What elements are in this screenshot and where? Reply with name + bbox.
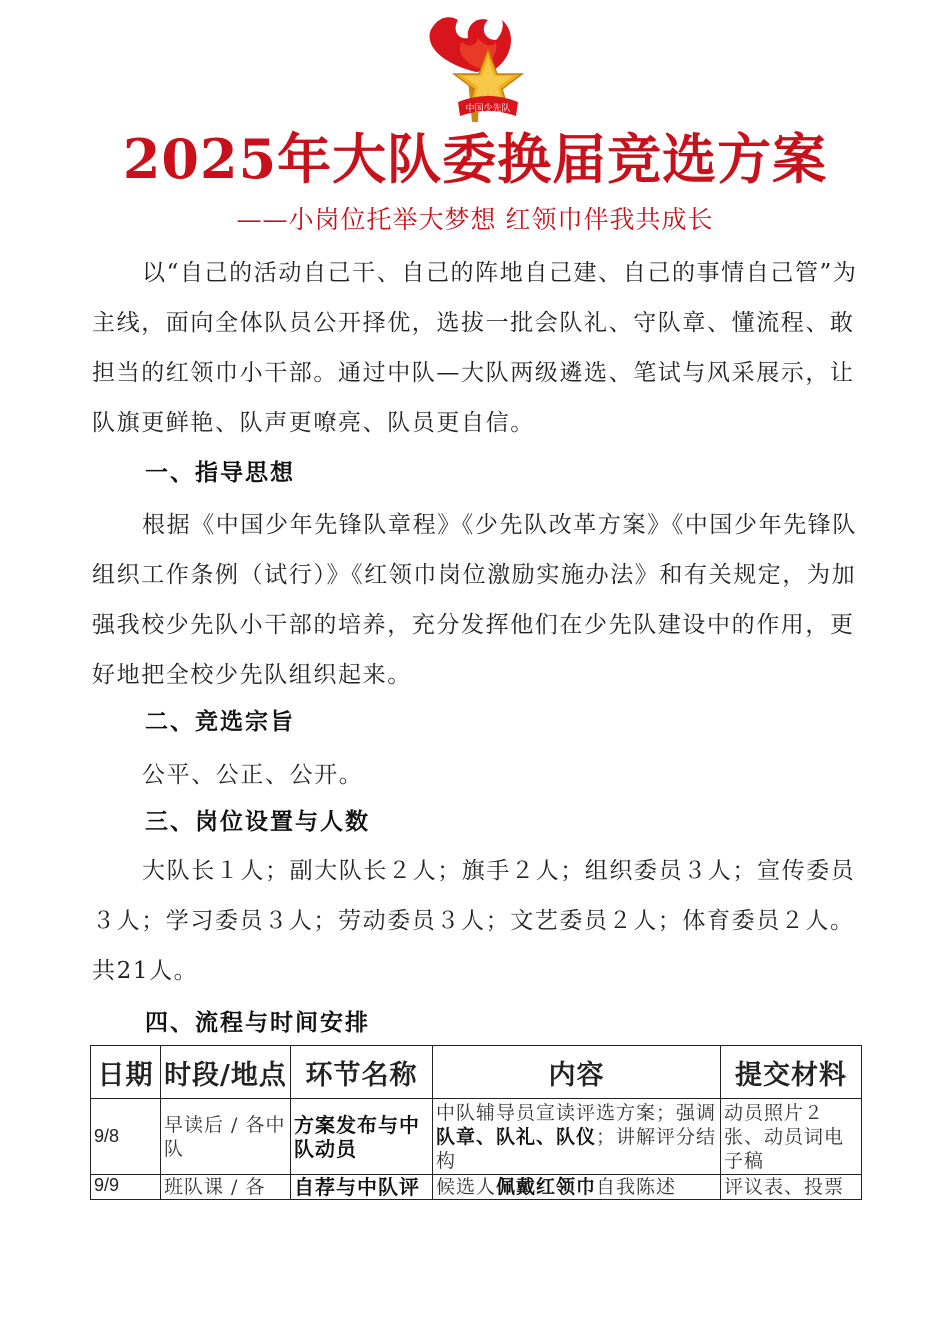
content-text: 中队辅导员宣读评选方案；强调	[436, 1101, 717, 1124]
cell-content	[433, 1099, 721, 1175]
cell-materials: 评议表、投票	[721, 1175, 862, 1200]
column-header-time-place: 时段/地点	[161, 1046, 291, 1099]
table-header-row	[91, 1046, 862, 1099]
content-text: 自我陈述	[596, 1176, 677, 1198]
column-header-date: 日期	[91, 1046, 161, 1099]
section-heading-guiding-thought: 一、指导思想	[145, 459, 295, 486]
page-title: 2025年大队委换届竞选方案	[122, 127, 828, 191]
column-header-materials: 提交材料	[721, 1046, 862, 1099]
cell-date: 9/9	[91, 1175, 161, 1200]
content-emphasis: 佩戴红领巾	[496, 1176, 597, 1198]
cell-place: 班队课 / 各	[161, 1175, 291, 1200]
column-header-content: 内容	[433, 1046, 721, 1099]
table-row	[91, 1175, 862, 1200]
emblem-text: 中国少先队	[465, 104, 511, 114]
section-heading-positions: 三、岗位设置与人数	[145, 808, 370, 835]
schedule-table	[90, 1045, 862, 1200]
content-text: 候选人	[436, 1176, 497, 1198]
young-pioneers-emblem-icon	[418, 10, 538, 128]
table-row	[91, 1099, 862, 1175]
page-subtitle: ——小岗位托举大梦想 红领巾伴我共成长	[236, 205, 714, 234]
intro-paragraph: 以“自己的活动自己干、自己的阵地自己建、自己的事情自己管”为主线，面向全体队员公开择优，选拔一批会队礼、守队章、懂流程、敢担当的红领巾小干部。通过中队—大队两级遴选、笔试与风采展示，让队旗更鲜艳、队声更嘹亮、队员更自信。	[92, 260, 858, 436]
content-text: ；讲解评分结构	[436, 1125, 717, 1172]
section-heading-schedule: 四、流程与时间安排	[145, 1009, 370, 1036]
section-heading-purpose: 二、竞选宗旨	[145, 708, 295, 735]
guiding-thought-paragraph: 根据《中国少年先锋队章程》《少先队改革方案》《中国少年先锋队组织工作条例（试行）》《红领巾岗位激励实施办法》和有关规定，为加强我校少先队小干部的培养，充分发挥他们在少先队建设中的作用，更好地把全校少先队组织起来。	[92, 512, 857, 688]
positions-paragraph: 大队长１人；副大队长２人；旗手２人；组织委员３人；宣传委员３人；学习委员３人；劳动委员３人；文艺委员２人；体育委员２人。共21人。	[92, 858, 856, 984]
column-header-stage: 环节名称	[291, 1046, 433, 1099]
cell-content	[433, 1175, 721, 1200]
cell-date: 9/8	[91, 1099, 161, 1175]
cell-materials: 动员照片２张、动员词电子稿	[721, 1099, 862, 1175]
content-emphasis: 队章、队礼、队仪	[436, 1125, 597, 1148]
cell-stage: 自荐与中队评	[291, 1175, 433, 1200]
cell-place: 早读后 / 各中队	[161, 1099, 291, 1175]
cell-stage: 方案发布与中队动员	[291, 1099, 433, 1175]
purpose-paragraph: 公平、公正、公开。	[142, 762, 364, 788]
